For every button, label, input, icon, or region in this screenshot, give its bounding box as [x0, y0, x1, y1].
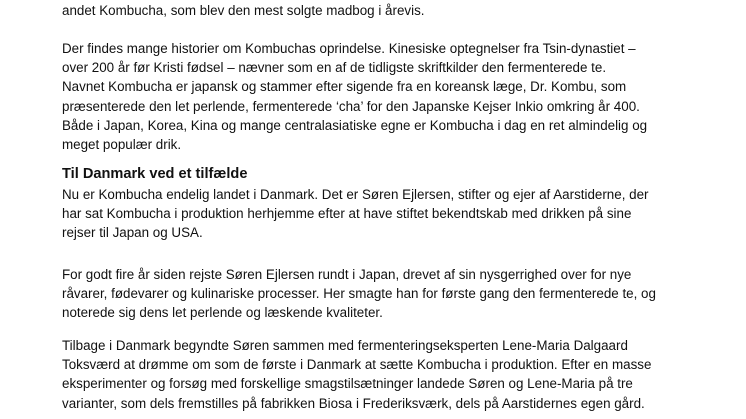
paragraph-production [62, 336, 651, 413]
text-line: over 200 år før Kristi fødsel – nævner som en af de tidligste skriftkilder den fermenterede te. [62, 60, 607, 76]
text-line: råvarer, fødevarer og kulinariske processer. Her smagte han for første gang den fermenterede te, og [62, 286, 656, 302]
text-line: Tilbage i Danmark begyndte Søren sammen med fermenteringseksperten Lene-Maria Dalgaard [62, 338, 628, 353]
text-line: Der findes mange historier om Kombuchas oprindelse. Kinesiske optegnelser fra Tsin-dynastiet – [62, 41, 636, 56]
text-line: noterede sig dens let perlende og læskende kvaliteter. [62, 305, 383, 321]
paragraph-intro-tail [62, 1, 425, 20]
paragraph-origin [62, 39, 647, 154]
text-line: Både i Japan, Korea, Kina og mange centralasiatiske egne er Kombucha i dag en ret almindelig og [62, 117, 648, 133]
paragraph-japan-trip [62, 265, 656, 323]
text-line: eksperimenter og forsøg med forskellige smagstilsætninger landede Søren og Lene-Maria på tre [62, 376, 633, 392]
text-line: Navnet Kombucha er japansk og stammer efter sigende fra en koreansk læge, Dr. Kombu, som [62, 79, 627, 95]
text-line: For godt fire år siden rejste Søren Ejlersen rundt i Japan, drevet af sin nysgerrighed over for nye [62, 267, 632, 282]
section-heading: Til Danmark ved et tilfælde [62, 166, 248, 182]
paragraph-arrival [62, 185, 649, 243]
text-line: Nu er Kombucha endelig landet i Danmark. Det er Søren Ejlersen, stifter og ejer af Aarstiderne, der [62, 187, 649, 202]
text-line: andet Kombucha, som blev den mest solgte madbog i årevis. [62, 3, 425, 18]
text-line: Toksværd at drømme om som de første i Danmark at sætte Kombucha i produktion. Efter en masse [62, 357, 652, 373]
text-line: rejser til Japan og USA. [62, 225, 203, 241]
text-line: meget populær drik. [62, 137, 182, 153]
text-line: har sat Kombucha i produktion herhjemme efter at have stiftet bekendtskab med drikken på sine [62, 206, 632, 222]
text-line: præsenterede den let perlende, fermenterede ‘cha’ for den Japanske Kejser Inkio omkring år 400. [62, 98, 640, 114]
text-line: varianter, som dels fremstilles på fabrikken Biosa i Frederiksværk, dels på Aarstidernes egen gård. [62, 395, 645, 411]
